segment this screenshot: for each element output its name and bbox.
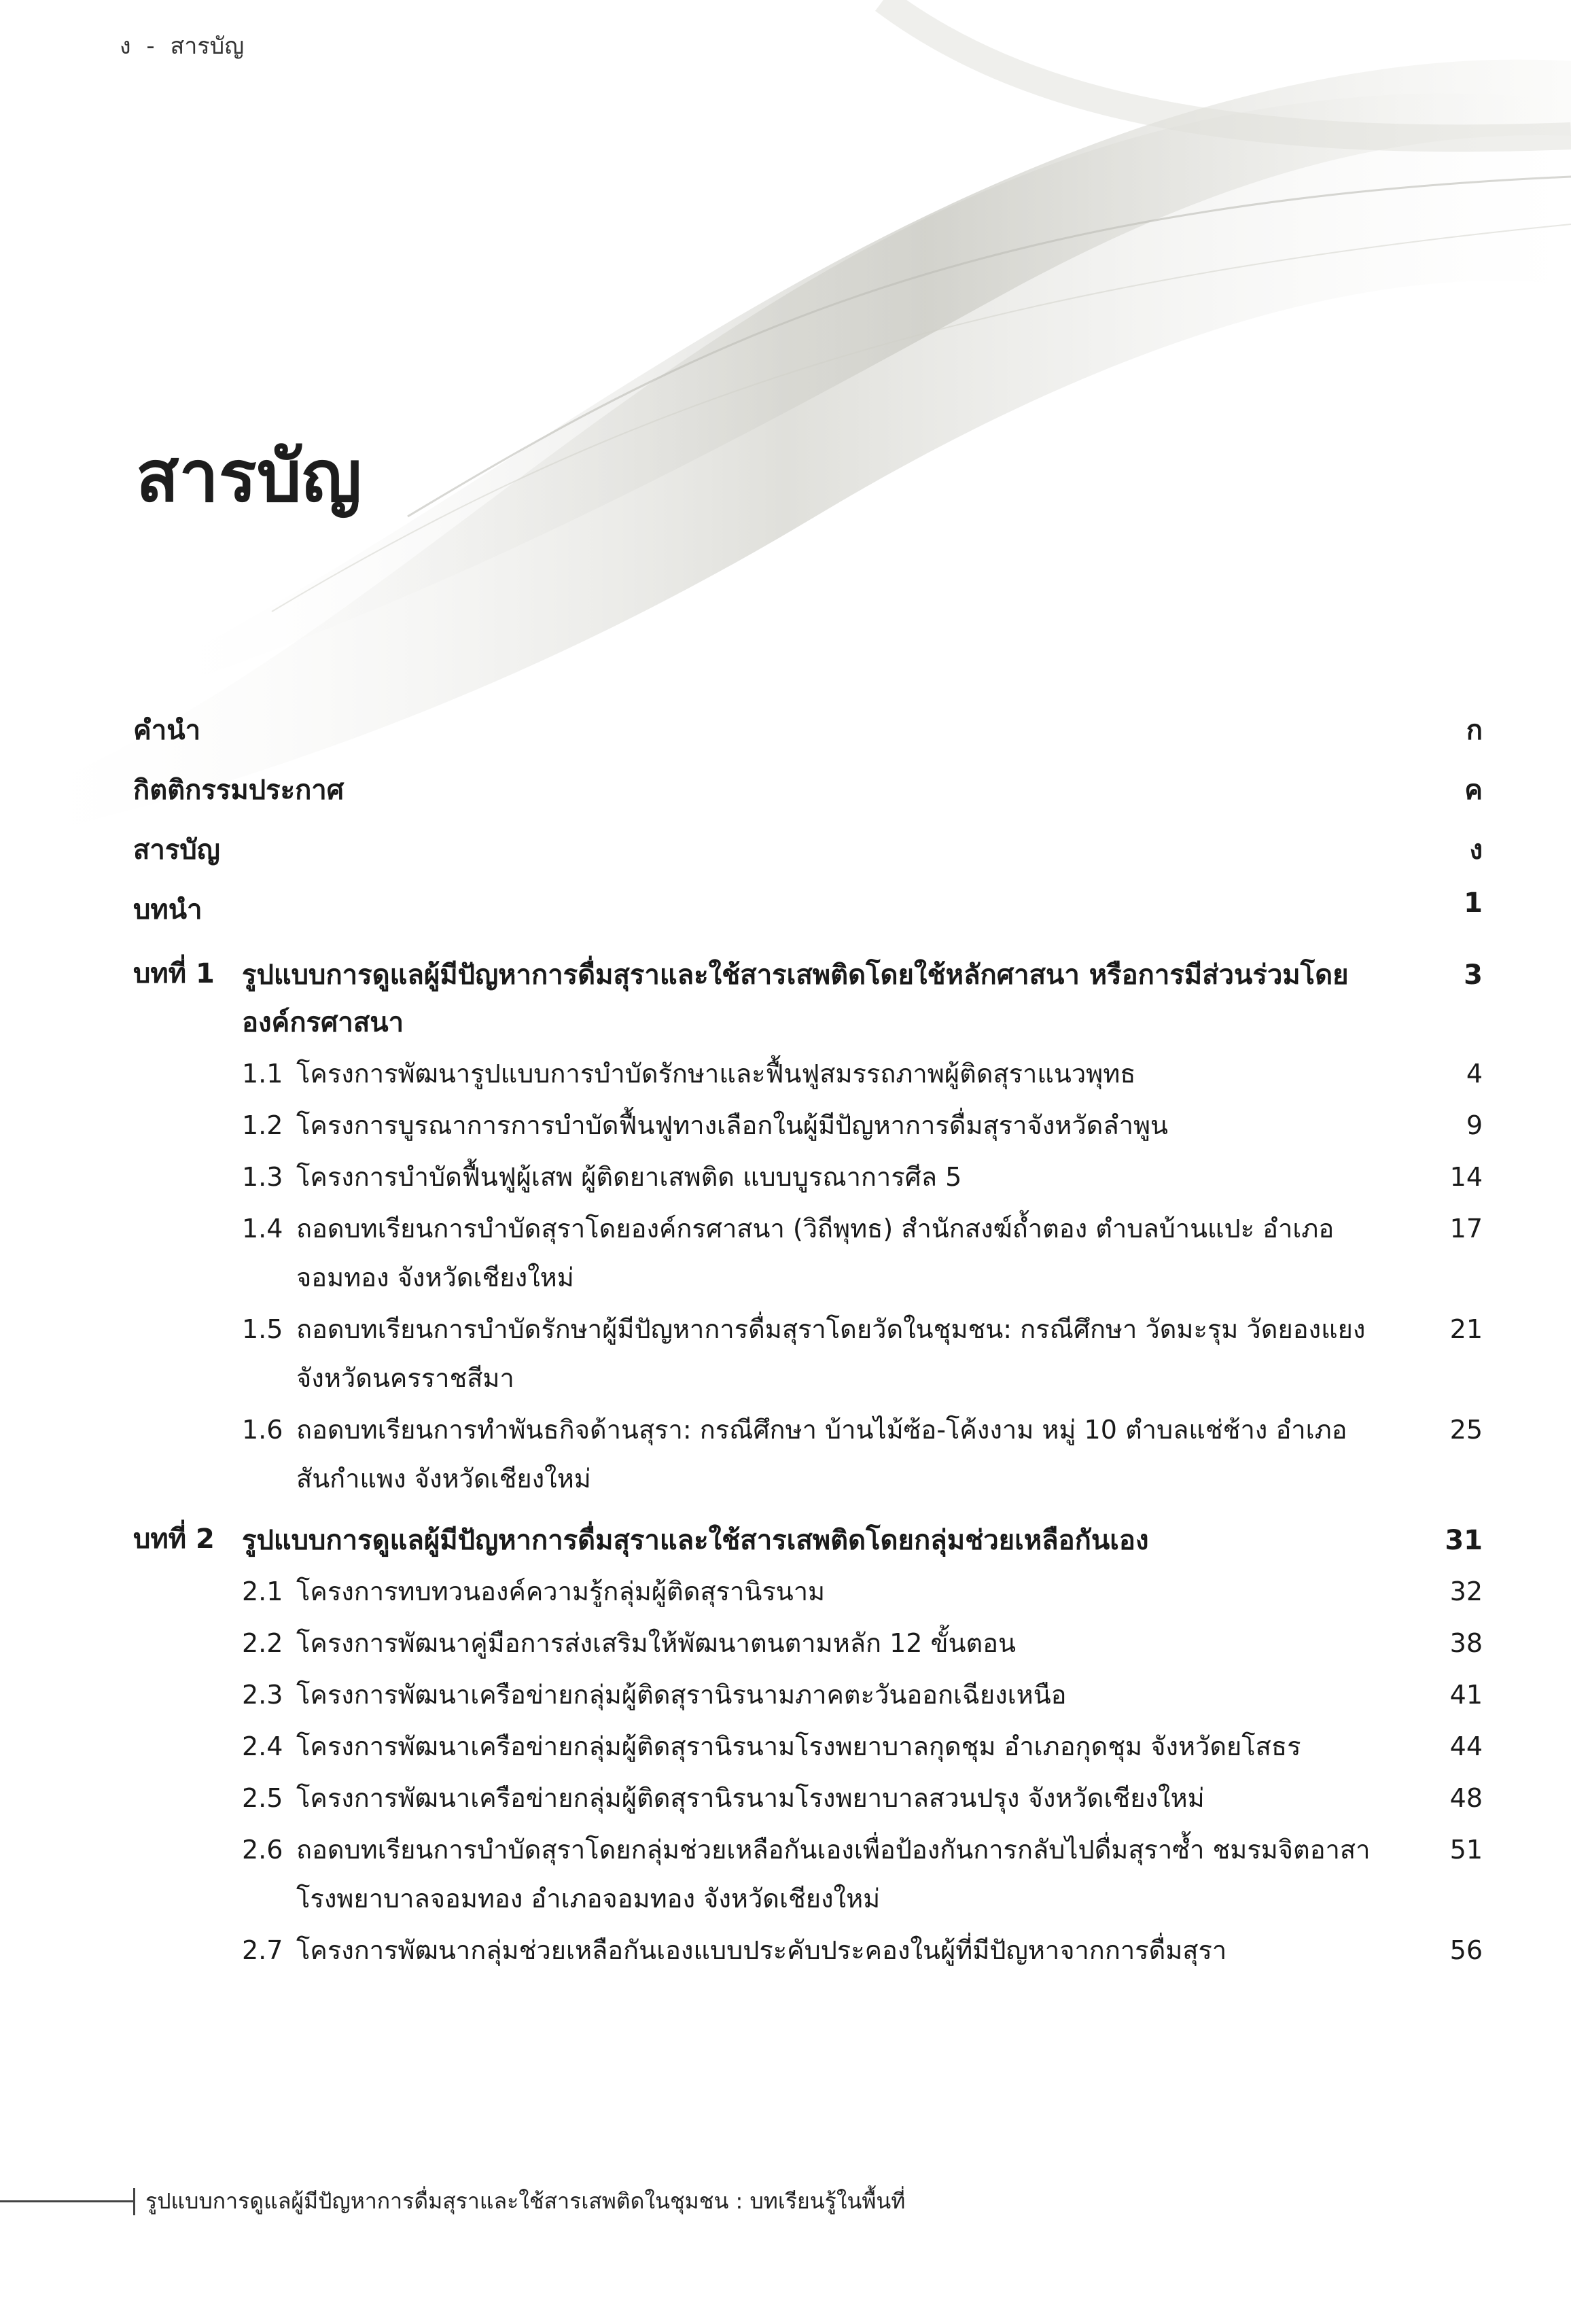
toc-chapter-1[interactable] <box>133 951 1483 1046</box>
toc-entry-label: สารบัญ <box>133 834 220 866</box>
section-title: โครงการทบทวนองค์ความรู้กลุ่มผู้ติดสุรานิรนาม <box>296 1577 826 1606</box>
toc-entry-label: บทนำ <box>133 894 202 926</box>
toc-page-number: ง <box>1469 834 1483 866</box>
toc-page-number: 38 <box>1449 1628 1483 1658</box>
chapter-label: บทที่ 1 <box>133 958 215 989</box>
toc-page-number: 51 <box>1449 1835 1483 1865</box>
toc-section-1-5[interactable] <box>133 1305 1483 1403</box>
section-title: โครงการบำบัดฟื้นฟูผู้เสพ ผู้ติดยาเสพติด แบบบูรณาการศีล 5 <box>296 1162 962 1192</box>
toc-page-number: 9 <box>1466 1110 1483 1140</box>
section-number: 1.3 <box>242 1162 283 1192</box>
toc-section-1-4[interactable] <box>133 1204 1483 1302</box>
toc-section-2-7[interactable] <box>133 1926 1483 1975</box>
chapter-label: บทที่ 2 <box>133 1524 215 1555</box>
table-of-contents <box>133 699 1483 1975</box>
toc-page-number: 3 <box>1464 959 1483 991</box>
toc-entry-foreword[interactable] <box>133 699 1483 758</box>
toc-page-number: 4 <box>1466 1059 1483 1089</box>
running-footer <box>0 2181 1571 2219</box>
section-title: ถอดบทเรียนการบำบัดรักษาผู้มีปัญหาการดื่มสุราโดยวัดในชุมชน: กรณีศึกษา วัดมะรุม วัดยองแยง จังหวัดนครราชสีมา <box>296 1314 1366 1393</box>
toc-entry-label: กิตติกรรมประกาศ <box>133 775 345 806</box>
toc-section-2-5[interactable] <box>133 1774 1483 1823</box>
toc-page-number: 31 <box>1445 1525 1483 1556</box>
running-header <box>120 27 244 64</box>
toc-section-1-6[interactable] <box>133 1405 1483 1503</box>
section-number: 2.1 <box>242 1577 283 1606</box>
toc-page-number: 25 <box>1449 1415 1483 1445</box>
section-title: โครงการบูรณาการการบำบัดฟื้นฟูทางเลือกในผู้มีปัญหาการดื่มสุราจังหวัดลำพูน <box>296 1110 1168 1140</box>
toc-entry-introduction[interactable] <box>133 878 1483 938</box>
toc-entry-label: คำนำ <box>133 715 201 746</box>
section-title: ถอดบทเรียนการทำพันธกิจด้านสุรา: กรณีศึกษา บ้านไม้ซ้อ-โค้งงาม หมู่ 10 ตำบลแช่ช้าง อำเภอสันกำแพง จังหวัดเชียงใหม่ <box>296 1415 1347 1494</box>
header-section-name: สารบัญ <box>170 33 245 60</box>
toc-entry-contents[interactable] <box>133 818 1483 878</box>
section-number: 2.2 <box>242 1628 283 1658</box>
toc-section-2-6[interactable] <box>133 1825 1483 1923</box>
toc-section-2-2[interactable] <box>133 1619 1483 1668</box>
section-number: 2.3 <box>242 1680 283 1710</box>
section-title: โครงการพัฒนากลุ่มช่วยเหลือกันเองแบบประคับประคองในผู้ที่มีปัญหาจากการดื่มสุรา <box>296 1935 1227 1965</box>
section-title: โครงการพัฒนาคู่มือการส่งเสริมให้พัฒนาตนตามหลัก 12 ขั้นตอน <box>296 1628 1016 1658</box>
section-title: โครงการพัฒนาเครือข่ายกลุ่มผู้ติดสุรานิรนามโรงพยาบาลสวนปรุง จังหวัดเชียงใหม่ <box>296 1783 1205 1813</box>
toc-page-number: ค <box>1464 775 1483 806</box>
toc-section-1-3[interactable] <box>133 1152 1483 1201</box>
section-number: 1.5 <box>242 1314 283 1344</box>
section-number: 2.4 <box>242 1731 283 1761</box>
toc-section-1-1[interactable] <box>133 1049 1483 1098</box>
toc-page-number: 1 <box>1464 887 1483 919</box>
section-number: 2.7 <box>242 1935 283 1965</box>
section-number: 1.2 <box>242 1110 283 1140</box>
toc-page-number: 41 <box>1449 1680 1483 1710</box>
toc-page-number: 14 <box>1449 1162 1483 1192</box>
toc-section-2-3[interactable] <box>133 1670 1483 1719</box>
toc-page-number: 48 <box>1449 1783 1483 1813</box>
section-title: โครงการพัฒนารูปแบบการบำบัดรักษาและฟื้นฟูสมรรถภาพผู้ติดสุราแนวพุทธ <box>296 1059 1136 1089</box>
toc-page-number: 32 <box>1449 1577 1483 1606</box>
page-title: สารบัญ <box>136 435 362 518</box>
toc-page-number: 44 <box>1449 1731 1483 1761</box>
section-number: 2.6 <box>242 1835 283 1865</box>
section-title: ถอดบทเรียนการบำบัดสุราโดยองค์กรศาสนา (วิถีพุทธ) สำนักสงฆ์ถ้ำตอง ตำบลบ้านแปะ อำเภอจอมทอง จังหวัดเชียงใหม่ <box>296 1214 1335 1292</box>
toc-section-2-4[interactable] <box>133 1722 1483 1771</box>
toc-chapter-2[interactable] <box>133 1517 1483 1564</box>
toc-page-number: ก <box>1466 715 1483 746</box>
footer-divider <box>133 2188 135 2215</box>
header-separator: - <box>146 33 155 60</box>
section-number: 2.5 <box>242 1783 283 1813</box>
chapter-title: รูปแบบการดูแลผู้มีปัญหาการดื่มสุราและใช้สารเสพติดโดยใช้หลักศาสนา หรือการมีส่วนร่วมโดยองค์กรศาสนา <box>242 959 1349 1038</box>
toc-page-number: 56 <box>1449 1935 1483 1965</box>
section-title: โครงการพัฒนาเครือข่ายกลุ่มผู้ติดสุรานิรนามโรงพยาบาลกุดชุม อำเภอกุดชุม จังหวัดยโสธร <box>296 1731 1301 1761</box>
chapter-title: รูปแบบการดูแลผู้มีปัญหาการดื่มสุราและใช้สารเสพติดโดยกลุ่มช่วยเหลือกันเอง <box>242 1525 1149 1556</box>
footer-book-title: รูปแบบการดูแลผู้มีปัญหาการดื่มสุราและใช้สารเสพติดในชุมชน : บทเรียนรู้ในพื้นที่ <box>145 2188 906 2214</box>
section-title: ถอดบทเรียนการบำบัดสุราโดยกลุ่มช่วยเหลือกันเองเพื่อป้องกันการกลับไปดื่มสุราซ้ำ ชมรมจิตอาสา โรงพยาบาลจอมทอง อำเภอจอมทอง จังหวัดเชียงใหม่ <box>296 1835 1371 1914</box>
footer-rule <box>0 2200 133 2202</box>
toc-page-number: 21 <box>1449 1314 1483 1344</box>
toc-section-1-2[interactable] <box>133 1101 1483 1150</box>
page-marker: ง <box>120 33 131 60</box>
toc-page-number: 17 <box>1449 1214 1483 1244</box>
toc-entry-acknowledgements[interactable] <box>133 758 1483 818</box>
section-number: 1.6 <box>242 1415 283 1445</box>
toc-section-2-1[interactable] <box>133 1567 1483 1616</box>
section-number: 1.4 <box>242 1214 283 1244</box>
section-number: 1.1 <box>242 1059 283 1089</box>
section-title: โครงการพัฒนาเครือข่ายกลุ่มผู้ติดสุรานิรนามภาคตะวันออกเฉียงเหนือ <box>296 1680 1067 1710</box>
